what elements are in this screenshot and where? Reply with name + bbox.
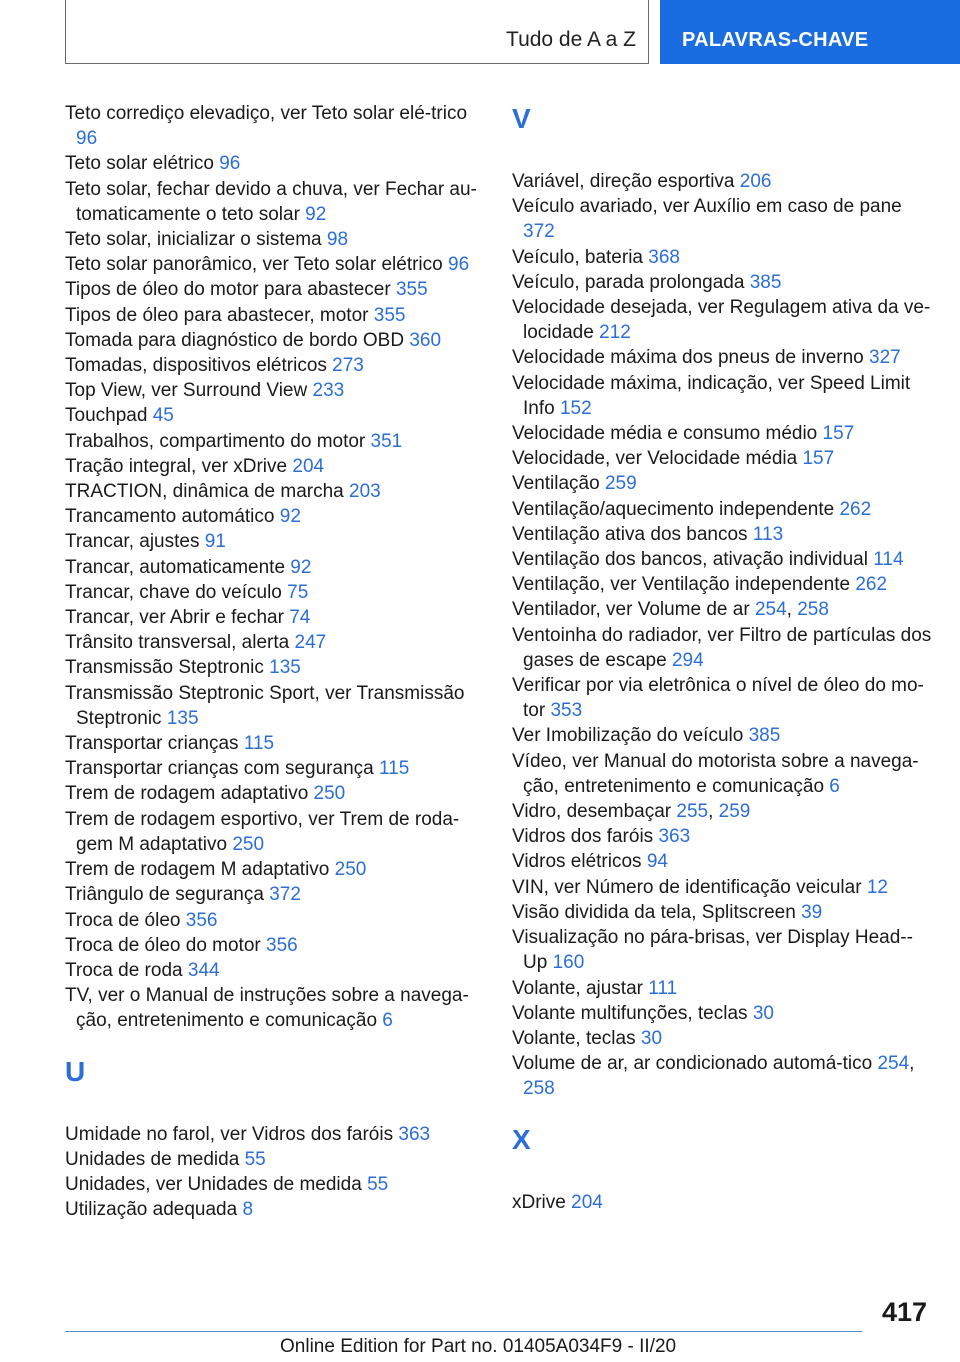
index-entry xyxy=(65,328,485,353)
index-term: Transportar crianças xyxy=(65,733,239,755)
index-term: Volante, teclas xyxy=(512,1027,636,1049)
page-reference-link[interactable]: 259 xyxy=(604,473,637,495)
page-reference-link[interactable]: 6 xyxy=(382,1010,393,1032)
page-reference-link[interactable]: 372 xyxy=(269,884,301,906)
page-reference-link[interactable]: 157 xyxy=(822,423,855,445)
index-entry xyxy=(512,245,932,270)
index-term: Trem de rodagem esportivo, ver Trem de roda-gem M adaptativo xyxy=(65,808,460,855)
page-reference-link[interactable]: 39 xyxy=(801,901,823,923)
index-entry xyxy=(512,723,932,748)
index-entry xyxy=(512,295,932,345)
index-term: Veículo avariado, ver Auxílio em caso de pane xyxy=(512,196,902,218)
index-entry xyxy=(65,403,485,428)
index-term: Tomada para diagnóstico de bordo OBD xyxy=(65,329,405,351)
index-entry xyxy=(512,471,932,496)
index-group-u xyxy=(65,1122,485,1223)
page-reference-link[interactable]: 250 xyxy=(232,833,265,855)
page-reference-link[interactable]: 94 xyxy=(646,851,668,873)
index-term: Tração integral, ver xDrive xyxy=(65,455,288,477)
page-reference-link[interactable]: 262 xyxy=(855,574,888,596)
index-entry xyxy=(512,547,932,572)
index-entry: Ventilador, ver Volume de ar 254, 258 xyxy=(512,599,829,621)
index-term: Velocidade desejada, ver Regulagem ativa da ve-locidade xyxy=(512,297,931,344)
page-reference-link[interactable]: 135 xyxy=(166,707,199,729)
index-term: Troca de roda xyxy=(65,959,183,981)
index-term: Trabalhos, compartimento do motor xyxy=(65,430,366,452)
page-reference-link[interactable]: 115 xyxy=(379,758,410,780)
page-reference-link[interactable]: 6 xyxy=(829,775,840,797)
page-reference-link[interactable]: 157 xyxy=(802,448,835,470)
index-entry xyxy=(65,277,485,302)
index-letter-x: X xyxy=(512,1123,531,1155)
page-reference-link[interactable]: 152 xyxy=(559,397,592,419)
index-term: Volante, ajustar xyxy=(512,977,643,999)
index-entry xyxy=(512,572,932,597)
page-reference-link[interactable]: 212 xyxy=(599,322,631,344)
page-reference-link[interactable]: 385 xyxy=(749,271,782,293)
index-entry xyxy=(65,983,485,1033)
index-term: Trem de rodagem M adaptativo xyxy=(65,859,330,881)
page-reference-link[interactable]: 254 xyxy=(754,599,787,621)
page-reference-link[interactable]: 115 xyxy=(243,733,275,755)
index-column-right xyxy=(512,101,932,1215)
page-reference-link[interactable]: 247 xyxy=(294,632,327,654)
index-term: Unidades de medida xyxy=(65,1148,240,1170)
index-term: Trancar, automaticamente xyxy=(65,556,286,578)
index-term: Troca de óleo do motor xyxy=(65,934,261,956)
index-entry xyxy=(512,194,932,244)
page-reference-link[interactable]: 113 xyxy=(752,523,784,545)
index-entry xyxy=(512,446,932,471)
page-reference-link[interactable]: 385 xyxy=(748,725,781,747)
index-term: Umidade no farol, ver Vidros dos faróis xyxy=(65,1123,394,1145)
index-entry xyxy=(512,371,932,421)
index-term: Tomadas, dispositivos elétricos xyxy=(65,355,327,377)
page-reference-link[interactable]: 30 xyxy=(752,1002,774,1024)
index-term: Teto solar elétrico xyxy=(65,153,214,175)
index-term: Transmissão Steptronic Sport, ver Transmissão Steptronic xyxy=(65,682,465,729)
index-entry xyxy=(512,623,932,673)
index-entry xyxy=(65,958,485,983)
index-term: xDrive xyxy=(512,1191,566,1213)
page-reference-link[interactable]: 98 xyxy=(326,229,349,251)
index-term: TV, ver o Manual de instruções sobre a navega-ção, entretenimento e comunicação xyxy=(65,985,469,1032)
page-reference-link[interactable]: 92 xyxy=(290,556,312,578)
page-reference-link[interactable]: 255 xyxy=(676,801,709,823)
page-reference-link[interactable]: 96 xyxy=(76,128,98,150)
page-reference-link[interactable]: 356 xyxy=(185,909,218,931)
index-entry xyxy=(512,1026,932,1051)
page-reference-link[interactable]: 356 xyxy=(266,934,298,956)
index-term: Trancar, chave do veículo xyxy=(65,581,282,603)
footer-divider xyxy=(65,1331,862,1332)
index-term: Trancamento automático xyxy=(65,506,275,528)
index-term: Touchpad xyxy=(65,405,148,427)
page-reference-link[interactable]: 344 xyxy=(187,959,220,981)
page-reference-link[interactable]: 92 xyxy=(305,203,327,225)
index-term: Vidro, desembaçar xyxy=(512,801,672,823)
page-reference-link[interactable]: 355 xyxy=(373,304,406,326)
index-term: TRACTION, dinâmica de marcha xyxy=(65,481,344,503)
index-entry xyxy=(65,454,485,479)
index-entry xyxy=(512,673,932,723)
index-entry xyxy=(65,429,485,454)
index-term: Ventilação ativa dos bancos xyxy=(512,523,748,545)
index-entry xyxy=(65,908,485,933)
page-reference-link[interactable]: 114 xyxy=(873,549,904,571)
index-entry xyxy=(512,497,932,522)
index-letter-v: V xyxy=(512,103,531,134)
index-term: Transmissão Steptronic xyxy=(65,657,264,679)
page-reference-link[interactable]: 204 xyxy=(292,455,325,477)
index-entry xyxy=(512,749,932,799)
page-reference-link[interactable]: 203 xyxy=(349,481,381,503)
index-entry xyxy=(65,655,485,680)
index-entry xyxy=(65,555,485,580)
index-entry xyxy=(65,756,485,781)
index-term: Tipos de óleo do motor para abastecer xyxy=(65,279,391,301)
page-reference-link[interactable]: 204 xyxy=(571,1191,603,1213)
page-reference-link[interactable]: 363 xyxy=(398,1123,431,1145)
index-term: Troca de óleo xyxy=(65,909,181,931)
index-entry xyxy=(65,101,485,151)
index-group-x xyxy=(512,1190,932,1215)
index-entry xyxy=(65,580,485,605)
index-entry xyxy=(65,529,485,554)
index-term: Top View, ver Surround View xyxy=(65,380,308,402)
page-reference-link[interactable]: 351 xyxy=(370,430,403,452)
index-entry xyxy=(512,824,932,849)
index-term: Variável, direção esportiva xyxy=(512,171,735,192)
chapter-title: PALAVRAS-CHAVE xyxy=(682,29,869,51)
page-reference-link[interactable]: 294 xyxy=(671,649,704,671)
index-term: VIN, ver Número de identificação veicular xyxy=(512,876,862,898)
page-reference-link[interactable]: 327 xyxy=(869,347,901,369)
index-entry xyxy=(512,976,932,1001)
page-reference-link[interactable]: 250 xyxy=(334,859,367,881)
index-term: Trancar, ajustes xyxy=(65,531,200,553)
index-entry xyxy=(65,781,485,806)
page-reference-link[interactable]: 135 xyxy=(269,657,301,679)
page-header xyxy=(0,0,960,64)
section-title: Tudo de A a Z xyxy=(506,28,636,51)
page-reference-link[interactable]: 111 xyxy=(648,977,678,999)
index-term: Ventoinha do radiador, ver Filtro de partículas dos gases de escape xyxy=(512,624,932,671)
index-term: Teto solar panorâmico, ver Teto solar elétrico xyxy=(65,254,443,276)
index-entry xyxy=(65,151,485,176)
page-reference-link[interactable]: 360 xyxy=(409,329,442,351)
index-term: Volume de ar, ar condicionado automá-tico xyxy=(512,1053,873,1075)
index-entry xyxy=(512,270,932,295)
index-term: Vídeo, ver Manual do motorista sobre a navega-ção, entretenimento e comunicação xyxy=(512,750,919,797)
index-entry xyxy=(65,353,485,378)
index-term: Ver Imobilização do veículo xyxy=(512,725,744,747)
page-reference-link[interactable]: 206 xyxy=(739,171,772,192)
index-term: Velocidade máxima dos pneus de inverno xyxy=(512,347,864,369)
index-term: Ventilação/aquecimento independente xyxy=(512,498,835,520)
edition-note: Online Edition for Part no. 01405A034F9 - II/20 xyxy=(280,1336,677,1357)
index-term: Ventilador, ver Volume de ar xyxy=(512,599,750,621)
page-reference-link[interactable]: 254 xyxy=(877,1053,910,1075)
index-term: Volante multifunções, teclas xyxy=(512,1002,748,1024)
page-reference-link[interactable]: 250 xyxy=(313,783,346,805)
index-term: Vidros elétricos xyxy=(512,851,642,873)
index-term: Trancar, ver Abrir e fechar xyxy=(65,607,284,629)
index-entry xyxy=(65,1122,485,1147)
page-reference-link[interactable]: 233 xyxy=(312,380,345,402)
index-group-t xyxy=(65,101,485,1034)
index-entry xyxy=(512,925,932,975)
page-reference-link[interactable]: 273 xyxy=(332,355,364,377)
index-entry xyxy=(65,807,485,857)
index-entry xyxy=(65,1147,485,1172)
page-reference-link[interactable]: 262 xyxy=(839,498,872,520)
index-letter-u: U xyxy=(65,1055,86,1087)
page-reference-link[interactable]: 92 xyxy=(279,506,301,528)
index-term: Trem de rodagem adaptativo xyxy=(65,783,309,805)
index-entry: Vidro, desembaçar 255, 259 xyxy=(512,801,751,823)
page-reference-link[interactable]: 30 xyxy=(640,1027,663,1049)
index-term: Visão dividida da tela, Splitscreen xyxy=(512,901,796,923)
page-reference-link[interactable]: 258 xyxy=(797,599,829,621)
index-term: Teto corrediço elevadiço, ver Teto solar elé-trico xyxy=(65,103,468,124)
index-entry xyxy=(65,857,485,882)
index-term: Verificar por via eletrônica o nível de óleo do mo-tor xyxy=(512,675,924,722)
index-entry xyxy=(65,227,485,252)
index-term: Teto solar, inicializar o sistema xyxy=(65,229,322,251)
index-entry xyxy=(512,421,932,446)
index-entry xyxy=(65,504,485,529)
index-column-left xyxy=(65,101,485,1222)
page-reference-link[interactable]: 96 xyxy=(219,153,241,175)
index-term: Tipos de óleo para abastecer, motor xyxy=(65,304,369,326)
page-reference-link[interactable]: 12 xyxy=(866,876,888,898)
index-entry xyxy=(512,900,932,925)
index-entry xyxy=(512,875,932,900)
index-term: Ventilação, ver Ventilação independente xyxy=(512,574,851,596)
index-entry xyxy=(65,303,485,328)
page-reference-link[interactable]: 55 xyxy=(367,1173,389,1195)
index-entry xyxy=(65,731,485,756)
index-entry xyxy=(65,252,485,277)
index-term: Velocidade média e consumo médio xyxy=(512,423,818,445)
index-entry xyxy=(65,177,485,227)
index-entry xyxy=(512,1001,932,1026)
index-entry xyxy=(65,1172,485,1197)
index-entry xyxy=(65,1197,485,1222)
index-term: Velocidade, ver Velocidade média xyxy=(512,448,798,470)
index-group-v xyxy=(512,169,932,1102)
index-term: Veículo, bateria xyxy=(512,246,643,268)
index-term: Transportar crianças com segurança xyxy=(65,758,374,780)
page-reference-link[interactable]: 96 xyxy=(448,254,470,276)
index-term: Ventilação dos bancos, ativação individual xyxy=(512,549,868,571)
page-reference-link[interactable]: 160 xyxy=(552,952,585,974)
index-term: Unidades, ver Unidades de medida xyxy=(65,1173,362,1195)
section-tab xyxy=(65,0,649,64)
index-entry xyxy=(65,630,485,655)
index-term: Vidros dos faróis xyxy=(512,826,654,848)
page-reference-link[interactable]: 372 xyxy=(523,221,555,243)
index-term: Trânsito transversal, alerta xyxy=(65,632,290,654)
index-term: Triângulo de segurança xyxy=(65,884,264,906)
page-reference-link[interactable]: 55 xyxy=(244,1148,266,1170)
page-reference-link[interactable]: 45 xyxy=(152,405,174,427)
page-number: 417 xyxy=(881,1297,927,1327)
index-entry xyxy=(65,605,485,630)
page-reference-link[interactable]: 363 xyxy=(658,826,691,848)
chapter-tab xyxy=(660,0,960,64)
index-entry xyxy=(512,345,932,370)
index-term: Ventilação xyxy=(512,473,600,495)
index-entry xyxy=(65,681,485,731)
page-reference-link[interactable]: 74 xyxy=(289,607,311,629)
index-entry: Volume de ar, ar condicionado automá-tico 254, 258 xyxy=(512,1053,915,1100)
page-reference-link[interactable]: 258 xyxy=(523,1078,555,1100)
index-term: Utilização adequada xyxy=(65,1199,238,1221)
index-entry xyxy=(512,522,932,547)
index-entry xyxy=(65,933,485,958)
page-reference-link[interactable]: 8 xyxy=(242,1199,254,1221)
index-term: Velocidade máxima, indicação, ver Speed Limit Info xyxy=(512,372,911,419)
page-reference-link[interactable]: 355 xyxy=(395,279,428,301)
index-entry xyxy=(65,479,485,504)
index-entry xyxy=(65,378,485,403)
index-entry xyxy=(512,169,932,194)
index-entry xyxy=(512,849,932,874)
index-entry xyxy=(65,882,485,907)
page-reference-link[interactable]: 259 xyxy=(718,801,751,823)
page-reference-link[interactable]: 353 xyxy=(550,700,583,722)
index-term: Visualização no pára-brisas, ver Display Head--Up xyxy=(512,927,913,974)
index-entry xyxy=(512,1190,932,1215)
index-term: Teto solar, fechar devido a chuva, ver Fechar au-tomaticamente o teto solar xyxy=(65,178,477,225)
index-term: Veículo, parada prolongada xyxy=(512,271,745,293)
page-reference-link[interactable]: 368 xyxy=(648,246,680,268)
page-reference-link[interactable]: 75 xyxy=(287,581,309,603)
page-reference-link[interactable]: 91 xyxy=(204,531,226,553)
